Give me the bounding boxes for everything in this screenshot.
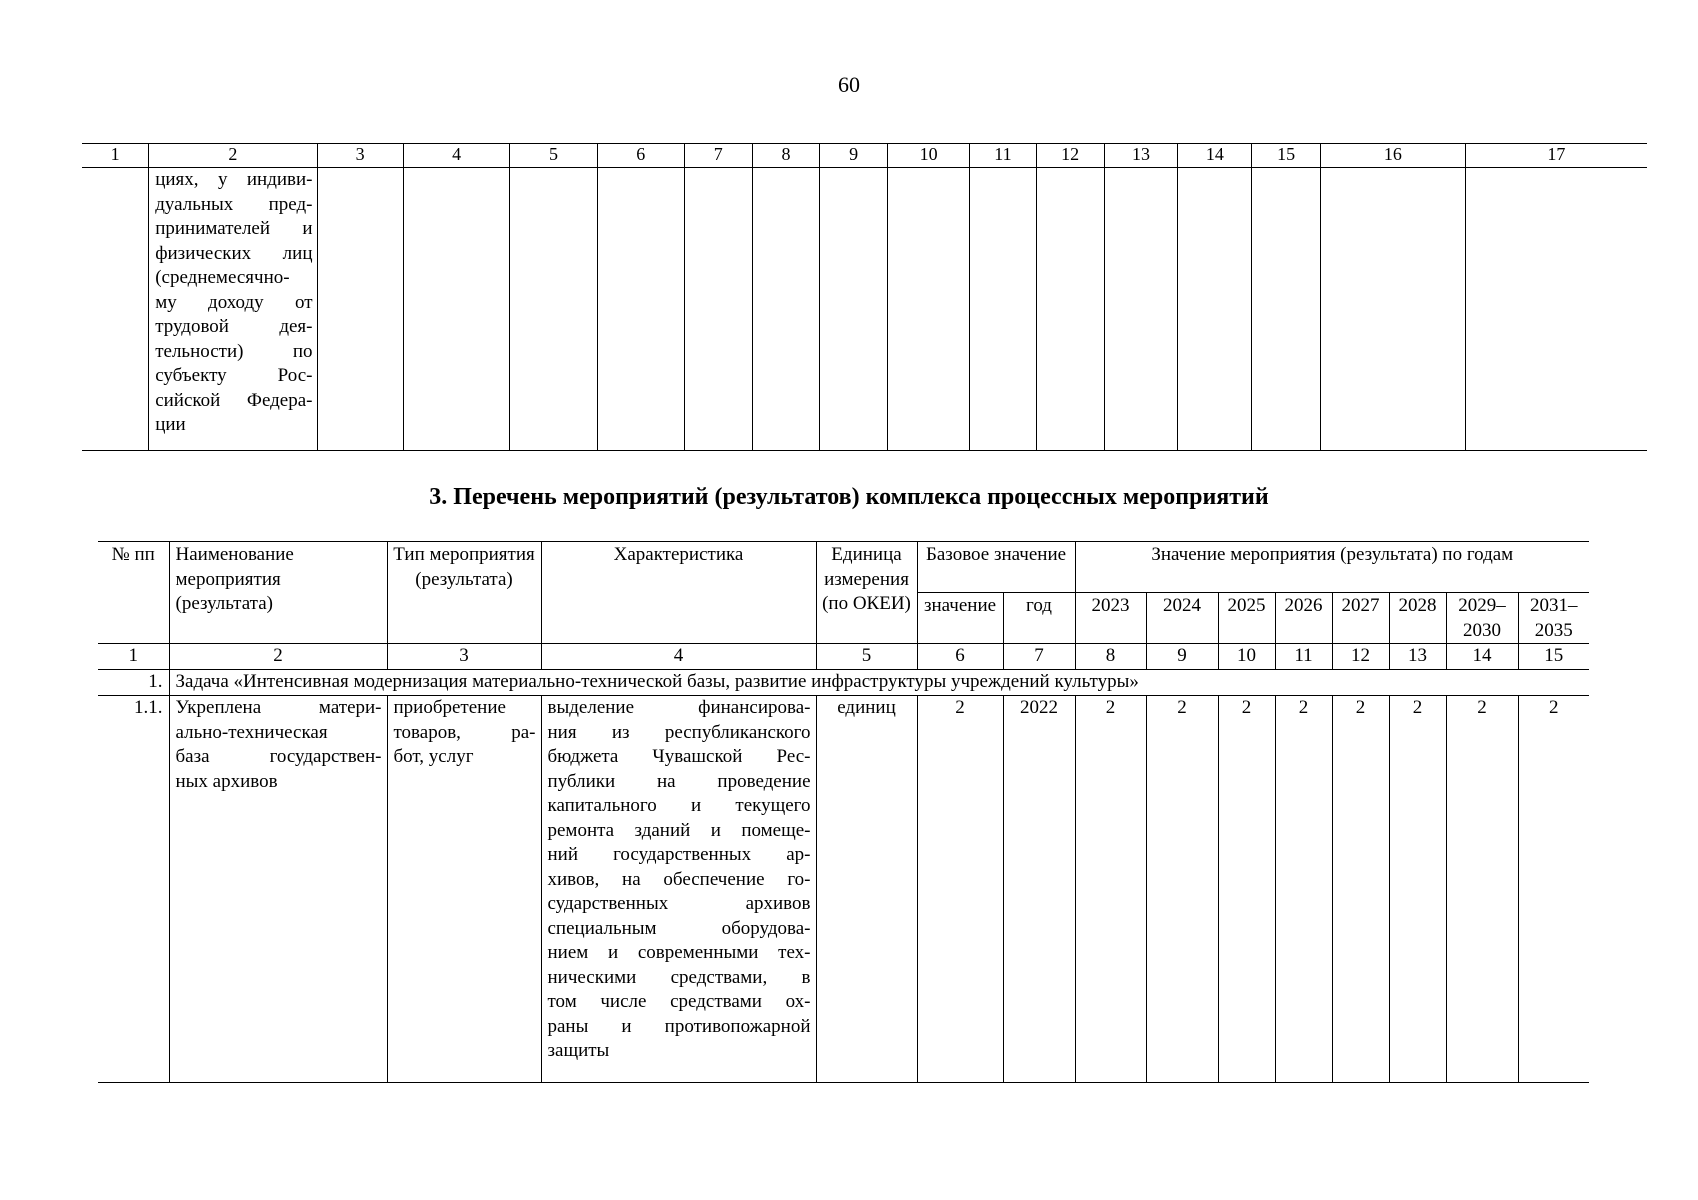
text-line: публики на проведение	[547, 770, 811, 792]
measure-name-cell	[169, 696, 387, 1083]
indicator-name-cell	[149, 168, 317, 451]
text-line: приобретение	[393, 697, 506, 718]
text-line: му доходу от	[155, 291, 313, 313]
text-line: сийской Федера-	[155, 389, 313, 411]
continuation-table	[82, 143, 1647, 451]
text-line: сударственных архивов	[547, 893, 811, 914]
text-line: ных архивов	[175, 770, 278, 792]
table-cell	[1178, 168, 1252, 451]
header-year: 2029–2030	[1446, 593, 1518, 644]
year-value-cell: 2	[1332, 696, 1389, 1083]
header-year: 2025	[1218, 593, 1275, 644]
column-number: 12	[1332, 644, 1389, 670]
section-title: 3. Перечень мероприятий (результатов) комплекса процессных мероприятий	[429, 484, 1269, 510]
table-cell	[510, 168, 597, 451]
year-value-cell: 2	[1518, 696, 1589, 1083]
header-year: 2027	[1332, 593, 1389, 644]
header-name: Наименование мероприятия (результата)	[169, 542, 387, 644]
header-row	[98, 542, 1589, 593]
column-number: 15	[1518, 644, 1589, 670]
base-value-cell: 2	[917, 696, 1003, 1083]
column-number: 9	[820, 144, 888, 168]
unit-cell: единиц	[816, 696, 917, 1083]
column-number: 3	[387, 644, 541, 670]
column-number-row	[98, 644, 1589, 670]
column-number: 9	[1146, 644, 1218, 670]
table-cell	[1321, 168, 1466, 451]
text-line: принимателей и	[155, 218, 313, 239]
column-number: 1	[82, 144, 149, 168]
column-number: 8	[1075, 644, 1146, 670]
table-cell	[1036, 168, 1104, 451]
task-row	[98, 670, 1589, 696]
year-value-cell: 2	[1075, 696, 1146, 1083]
column-number: 13	[1104, 144, 1178, 168]
characteristic-cell	[541, 696, 816, 1083]
text-line: защиты	[547, 1040, 610, 1061]
column-number: 6	[917, 644, 1003, 670]
year-value-cell: 2	[1389, 696, 1446, 1083]
table-cell	[684, 168, 752, 451]
table-cell	[752, 168, 820, 451]
header-base-year: год	[1003, 593, 1075, 644]
header-values-by-year: Значение мероприятия (результата) по годам	[1075, 542, 1589, 593]
column-number: 12	[1036, 144, 1104, 168]
table-cell	[82, 168, 149, 451]
table-cell	[1465, 168, 1647, 451]
text-line: дуальных пред-	[155, 193, 313, 215]
text-line: бюджета Чувашской Рес-	[547, 746, 811, 767]
measure-type-cell	[387, 696, 541, 1083]
table-row	[82, 168, 1647, 451]
text-line: тельности) по	[155, 340, 313, 362]
table-cell	[597, 168, 684, 451]
header-year: 2031–2035	[1518, 593, 1589, 644]
column-number: 4	[403, 144, 510, 168]
text-line: субъекту Рос-	[155, 365, 313, 386]
header-year: 2024	[1146, 593, 1218, 644]
text-line: раны и противопожарной	[547, 1015, 811, 1037]
text-line: выделение финансирова-	[547, 697, 811, 718]
text-line: бот, услуг	[393, 746, 474, 767]
text-line: хивов, на обеспечение го-	[547, 868, 811, 890]
header-unit: Единица измерения (по ОКЕИ)	[816, 542, 917, 644]
table-cell	[1252, 168, 1321, 451]
column-number: 6	[597, 144, 684, 168]
text-line: нием и современными тех-	[547, 942, 811, 963]
column-number-row	[82, 144, 1647, 168]
text-line: (среднемесячно-	[155, 267, 290, 288]
column-number: 11	[1275, 644, 1332, 670]
row-number: 1.1.	[98, 696, 169, 1083]
column-number: 3	[317, 144, 403, 168]
header-base: Базовое значение	[917, 542, 1075, 593]
column-number: 1	[98, 644, 169, 670]
column-number: 14	[1178, 144, 1252, 168]
table-cell	[1104, 168, 1178, 451]
text-line: ния из республиканского	[547, 721, 811, 743]
header-year: 2023	[1075, 593, 1146, 644]
column-number: 17	[1465, 144, 1647, 168]
task-number: 1.	[98, 670, 169, 696]
year-value-cell: 2	[1275, 696, 1332, 1083]
page-number: 60	[838, 72, 860, 97]
text-line: трудовой дея-	[155, 316, 313, 337]
text-line: ции	[155, 414, 186, 435]
header-number: № пп	[98, 542, 169, 644]
column-number: 5	[816, 644, 917, 670]
column-number: 10	[1218, 644, 1275, 670]
table-row	[98, 696, 1589, 1083]
column-number: 5	[510, 144, 597, 168]
base-year-cell: 2022	[1003, 696, 1075, 1083]
task-text: Задача «Интенсивная модернизация материально-технической базы, развитие инфраструктуры учреждений культуры»	[169, 670, 1589, 696]
text-line: Укреплена матери-	[175, 697, 382, 718]
text-line: ально-техническая	[175, 721, 328, 743]
year-value-cell: 2	[1446, 696, 1518, 1083]
year-value-cell: 2	[1146, 696, 1218, 1083]
column-number: 7	[1003, 644, 1075, 670]
header-characteristic: Характеристика	[541, 542, 816, 644]
column-number: 14	[1446, 644, 1518, 670]
text-line: том числе средствами ох-	[547, 991, 811, 1012]
table-cell	[820, 168, 888, 451]
column-number: 10	[888, 144, 970, 168]
table-cell	[317, 168, 403, 451]
year-value-cell: 2	[1218, 696, 1275, 1083]
column-number: 7	[684, 144, 752, 168]
table-cell	[970, 168, 1037, 451]
text-line: специальным оборудова-	[547, 917, 811, 939]
column-number: 8	[752, 144, 820, 168]
column-number: 2	[149, 144, 317, 168]
text-line: ний государственных ар-	[547, 844, 811, 865]
table-cell	[888, 168, 970, 451]
header-base-value: значение	[917, 593, 1003, 644]
column-number: 11	[970, 144, 1037, 168]
table-cell	[403, 168, 510, 451]
text-line: ремонта зданий и помеще-	[547, 819, 811, 841]
column-number: 15	[1252, 144, 1321, 168]
text-line: база государствен-	[175, 746, 382, 767]
text-line: капитального и текущего	[547, 795, 811, 816]
column-number: 13	[1389, 644, 1446, 670]
header-year: 2026	[1275, 593, 1332, 644]
measures-table	[98, 541, 1589, 1083]
text-line: ническими средствами, в	[547, 966, 811, 988]
header-year: 2028	[1389, 593, 1446, 644]
text-line: физических лиц	[155, 242, 313, 264]
column-number: 2	[169, 644, 387, 670]
text-line: товаров, ра-	[393, 721, 536, 743]
column-number: 4	[541, 644, 816, 670]
header-type: Тип мероприятия (результата)	[387, 542, 541, 644]
text-line: циях, у индиви-	[155, 169, 313, 190]
column-number: 16	[1321, 144, 1466, 168]
